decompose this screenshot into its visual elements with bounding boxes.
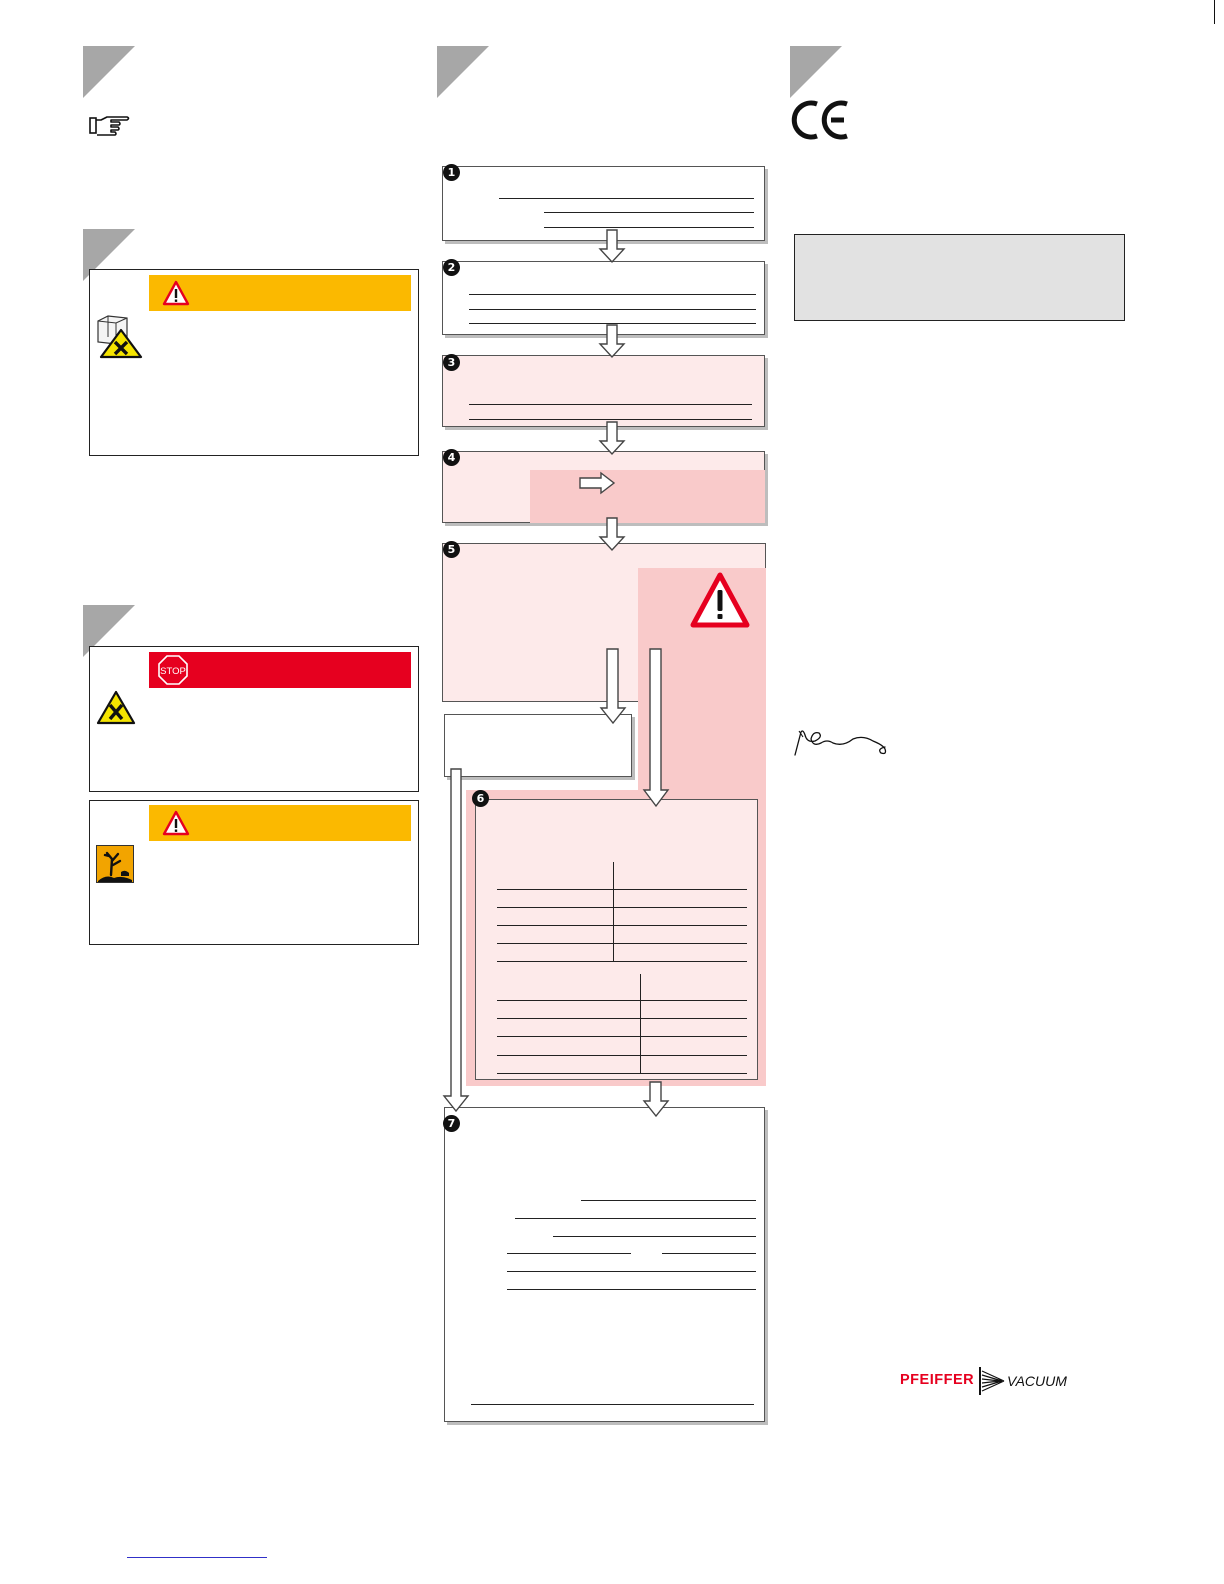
table-line	[497, 925, 747, 926]
form-line	[515, 1218, 756, 1219]
section-marker-1	[83, 46, 135, 98]
flow-step-3	[442, 355, 765, 427]
pfeiffer-vacuum-logo	[900, 1365, 1080, 1397]
down-arrow-icon	[443, 768, 469, 1113]
section-marker-5	[790, 46, 842, 98]
warning-triangle-icon	[162, 810, 190, 836]
ce-declaration-panel	[794, 234, 1125, 321]
table-line	[497, 907, 747, 908]
table-divider	[613, 862, 614, 961]
warning-triangle-icon	[162, 280, 190, 306]
form-line	[581, 1200, 756, 1201]
table-divider	[640, 974, 641, 1073]
logo-swoosh-graphic	[978, 1365, 1006, 1397]
table-line	[497, 1055, 747, 1056]
table-line	[497, 1018, 747, 1019]
right-arrow-icon	[579, 472, 615, 494]
flow-step-7	[444, 1107, 765, 1422]
step-number-7: 7	[443, 1115, 460, 1132]
form-line	[507, 1289, 756, 1290]
flow-step-6	[475, 799, 758, 1080]
hand-pointer-icon	[89, 115, 131, 137]
form-line	[662, 1253, 756, 1254]
table-line	[497, 1073, 747, 1074]
table-line	[497, 943, 747, 944]
danger-bar	[149, 652, 411, 688]
table-line	[497, 1036, 747, 1037]
ce-mark-icon	[794, 100, 854, 140]
form-line	[469, 309, 756, 310]
down-arrow-icon	[600, 648, 626, 724]
form-line	[507, 1271, 756, 1272]
step-number-2: 2	[443, 259, 460, 276]
flow-step-4-highlight	[530, 470, 765, 523]
form-line	[469, 404, 752, 405]
stop-sign-label: STOP	[160, 666, 186, 677]
step-number-4: 4	[443, 449, 460, 466]
form-line	[469, 294, 756, 295]
down-arrow-icon	[599, 324, 625, 358]
section-marker-4	[437, 46, 489, 98]
form-line	[471, 1404, 754, 1405]
down-arrow-icon	[599, 421, 625, 455]
table-line	[497, 1000, 747, 1001]
flow-step-5-top-edge	[638, 543, 766, 568]
down-arrow-icon	[599, 517, 625, 551]
down-arrow-icon	[599, 229, 625, 263]
stop-sign-icon	[158, 655, 188, 685]
form-line	[553, 1236, 756, 1237]
signature-graphic	[793, 727, 893, 759]
crop-mark	[1214, 0, 1215, 24]
footer-link[interactable]	[127, 1557, 267, 1558]
step-number-3: 3	[443, 354, 460, 371]
harmful-substance-icon	[96, 690, 136, 726]
down-arrow-icon	[643, 1081, 669, 1117]
step-number-6: 6	[472, 790, 489, 807]
step-number-5: 5	[443, 541, 460, 558]
table-line	[497, 961, 747, 962]
form-line	[469, 419, 752, 420]
down-arrow-icon	[643, 648, 669, 808]
form-line	[544, 227, 754, 228]
logo-brand-right: VACUUM	[1007, 1373, 1067, 1389]
large-warning-triangle-icon	[690, 572, 750, 628]
logo-brand-left: PFEIFFER	[900, 1372, 975, 1388]
form-line	[544, 212, 754, 213]
form-line	[499, 198, 754, 199]
environment-hazard-icon	[96, 845, 134, 883]
harmful-substance-icon	[95, 313, 143, 359]
form-line	[507, 1253, 631, 1254]
table-line	[497, 889, 747, 890]
step-number-1: 1	[443, 164, 460, 181]
